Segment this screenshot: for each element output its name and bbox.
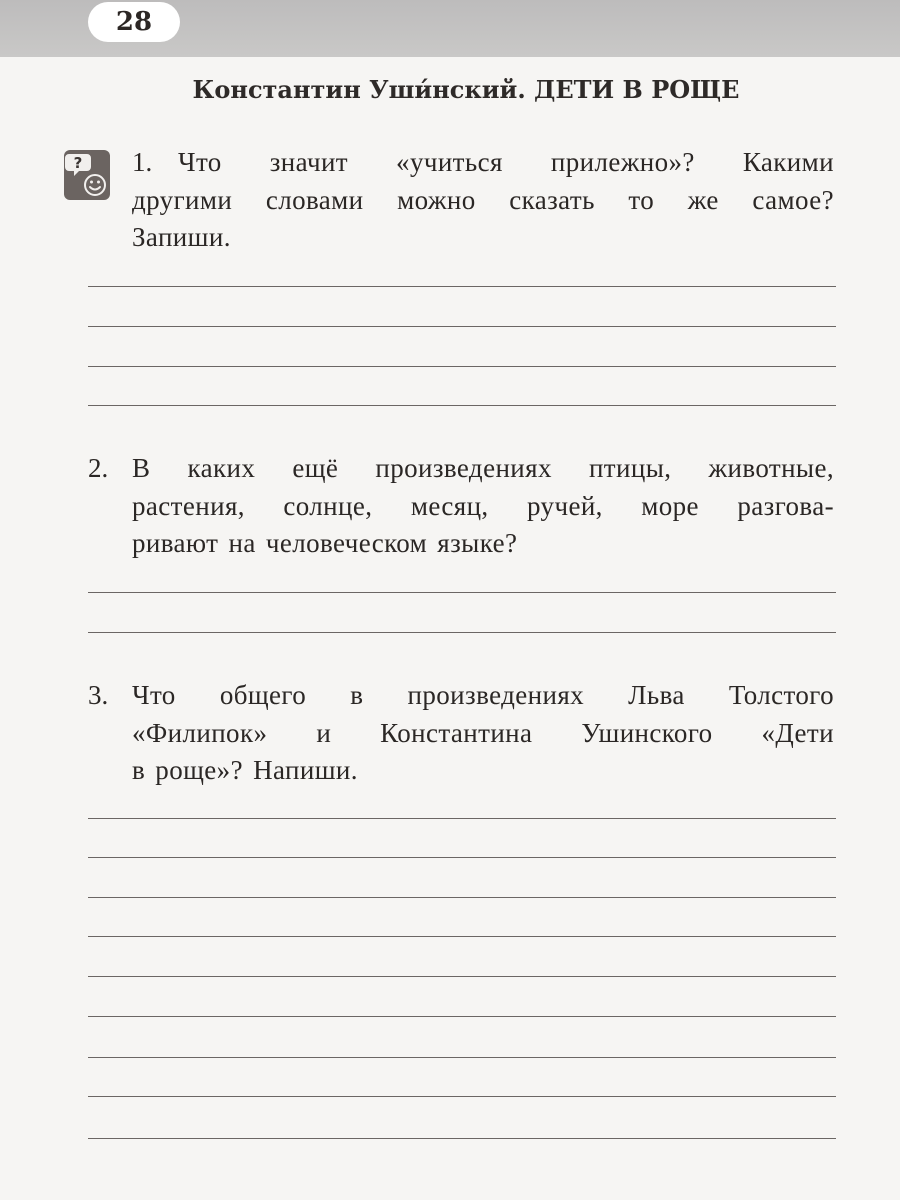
question-1-line-1: Что значит «учиться прилежно»? Какими bbox=[178, 147, 834, 177]
answer-line[interactable] bbox=[88, 936, 836, 937]
answer-line[interactable] bbox=[88, 818, 836, 819]
answer-line[interactable] bbox=[88, 1138, 836, 1139]
answer-line[interactable] bbox=[88, 326, 836, 327]
question-1 bbox=[88, 144, 834, 257]
answer-line[interactable] bbox=[88, 1016, 836, 1017]
page-title: Константин Уши́нский. ДЕТИ В РОЩЕ bbox=[192, 75, 740, 104]
answer-line[interactable] bbox=[88, 632, 836, 633]
question-1-line-3: Запиши. bbox=[132, 222, 231, 252]
svg-text:?: ? bbox=[73, 154, 83, 172]
question-3-line-1: Что общего в произведениях Льва Толстого bbox=[132, 680, 834, 710]
question-2-line-2: растения, солнце, месяц, ручей, море разгова- bbox=[132, 490, 834, 521]
question-1-number: 1. bbox=[132, 147, 153, 177]
question-2-number: 2. bbox=[88, 453, 109, 483]
question-3-line-2: «Филипок» и Константина Ушинского «Дети bbox=[132, 717, 834, 748]
page-number: 28 bbox=[88, 2, 180, 42]
answer-line[interactable] bbox=[88, 857, 836, 858]
answer-line[interactable] bbox=[88, 976, 836, 977]
answer-line[interactable] bbox=[88, 405, 836, 406]
question-3 bbox=[88, 677, 834, 790]
question-2-line-3: ривают на человеческом языке? bbox=[132, 528, 518, 558]
question-2 bbox=[88, 450, 834, 563]
answer-line[interactable] bbox=[88, 1057, 836, 1058]
answer-line[interactable] bbox=[88, 286, 836, 287]
question-3-number: 3. bbox=[88, 680, 109, 710]
answer-line[interactable] bbox=[88, 366, 836, 367]
question-3-line-3: в роще»? Напиши. bbox=[132, 755, 358, 785]
question-2-line-1: В каких ещё произведениях птицы, животные, bbox=[132, 453, 834, 483]
answer-line[interactable] bbox=[88, 1096, 836, 1097]
answer-line[interactable] bbox=[88, 592, 836, 593]
answer-line[interactable] bbox=[88, 897, 836, 898]
question-1-line-2: другими словами можно сказать то же самое? bbox=[132, 184, 834, 215]
